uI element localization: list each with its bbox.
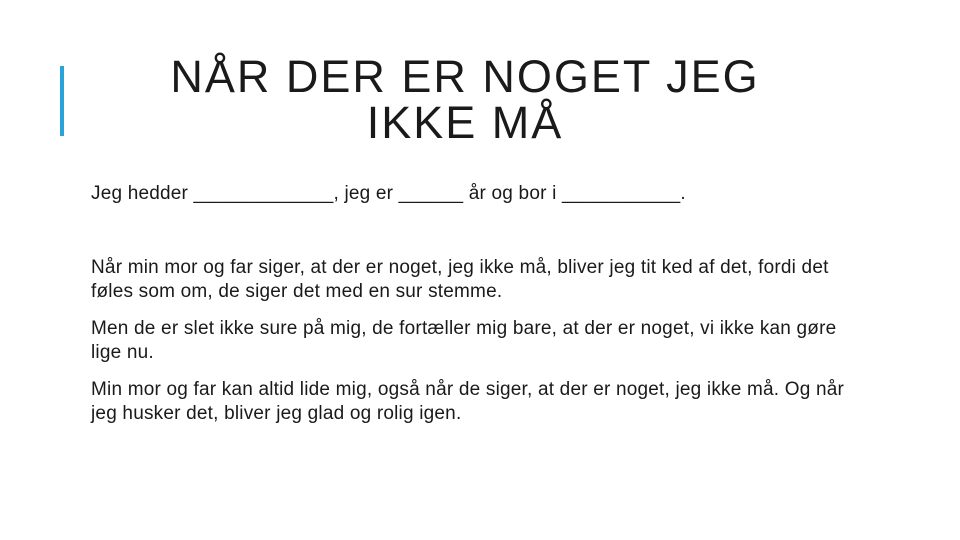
paragraph-2: Men de er slet ikke sure på mig, de fortæller mig bare, at der er noget, vi ikke kan gøre lige nu. (91, 318, 837, 363)
paragraph-1: Når min mor og far siger, at der er noget, jeg ikke må, bliver jeg tit ked af det, fordi det føles som om, de siger det med en sur stemme. (91, 257, 829, 302)
slide-body (91, 182, 871, 439)
title-accent-bar (60, 66, 64, 136)
intro-fill-in-line: Jeg hedder _____________, jeg er ______ år og bor i ___________. (91, 183, 686, 204)
paragraph-3: Min mor og far kan altid lide mig, også når de siger, at der er noget, jeg ikke må. Og når jeg husker det, bliver jeg glad og rolig igen. (91, 379, 845, 424)
slide-title: NÅR DER ER NOGET JEG IKKE MÅ (170, 51, 760, 148)
